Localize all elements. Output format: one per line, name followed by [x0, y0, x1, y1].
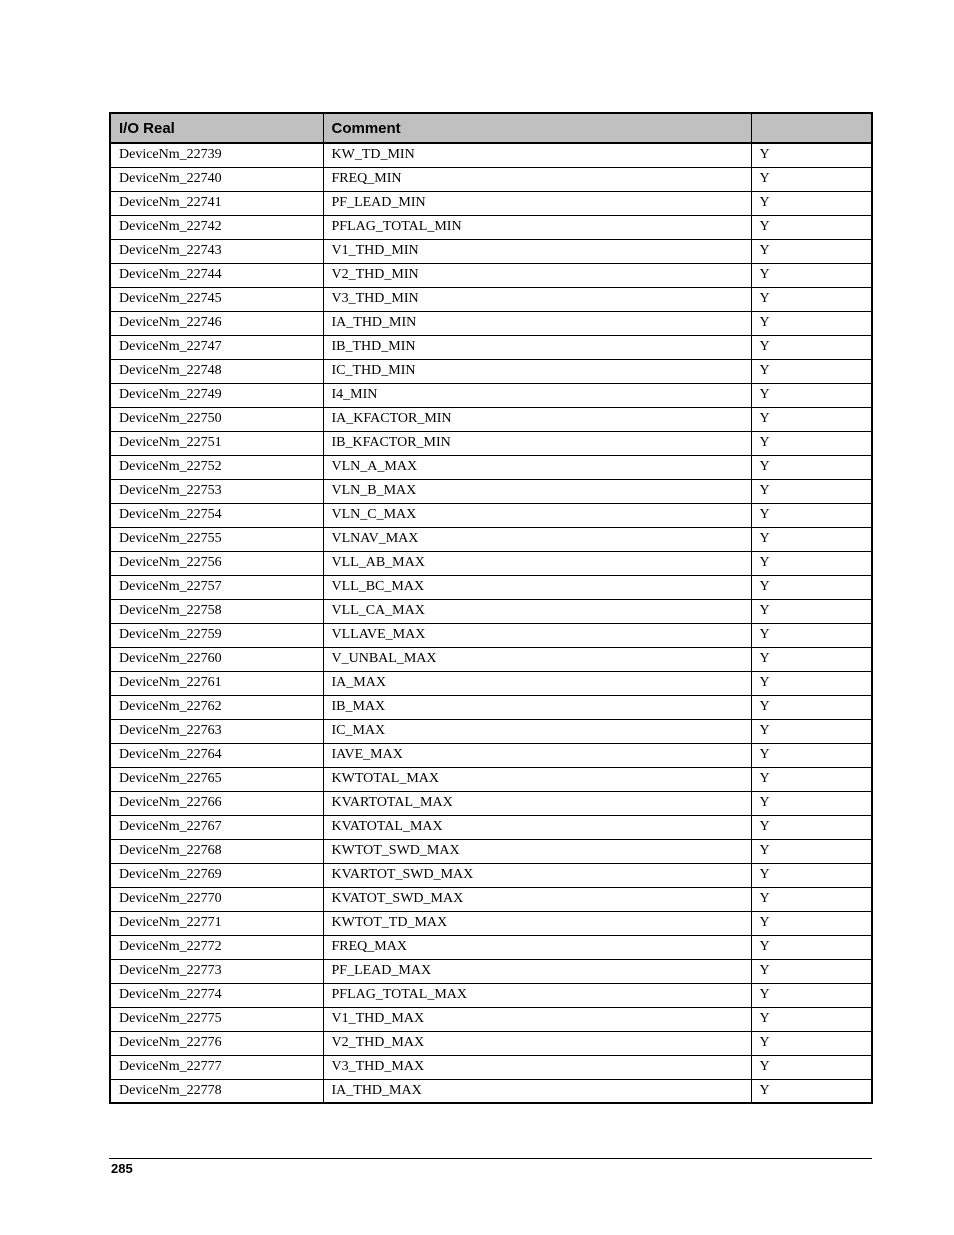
comment-cell: VLN_A_MAX: [323, 455, 751, 479]
device-name-cell: DeviceNm_22740: [110, 167, 323, 191]
flag-cell: Y: [751, 863, 872, 887]
table-row: [110, 983, 872, 1007]
comment-cell: KWTOTAL_MAX: [323, 767, 751, 791]
table-row: [110, 431, 872, 455]
comment-cell: I4_MIN: [323, 383, 751, 407]
flag-cell: Y: [751, 551, 872, 575]
device-name-cell: DeviceNm_22759: [110, 623, 323, 647]
comment-cell: V1_THD_MAX: [323, 1007, 751, 1031]
comment-cell: V2_THD_MIN: [323, 263, 751, 287]
device-name-cell: DeviceNm_22772: [110, 935, 323, 959]
table-row: [110, 287, 872, 311]
table-row: [110, 935, 872, 959]
comment-cell: IC_MAX: [323, 719, 751, 743]
flag-cell: Y: [751, 671, 872, 695]
comment-cell: KWTOT_TD_MAX: [323, 911, 751, 935]
device-name-cell: DeviceNm_22764: [110, 743, 323, 767]
table-row: [110, 551, 872, 575]
flag-cell: Y: [751, 695, 872, 719]
device-name-cell: DeviceNm_22744: [110, 263, 323, 287]
comment-cell: VLLAVE_MAX: [323, 623, 751, 647]
flag-cell: Y: [751, 623, 872, 647]
table-row: [110, 167, 872, 191]
table-row: [110, 839, 872, 863]
comment-cell: IB_KFACTOR_MIN: [323, 431, 751, 455]
table-header-row: [110, 113, 872, 143]
flag-cell: Y: [751, 1031, 872, 1055]
comment-cell: IAVE_MAX: [323, 743, 751, 767]
table-row: [110, 407, 872, 431]
flag-cell: Y: [751, 767, 872, 791]
device-name-cell: DeviceNm_22756: [110, 551, 323, 575]
table-row: [110, 815, 872, 839]
comment-cell: KW_TD_MIN: [323, 143, 751, 167]
comment-cell: FREQ_MIN: [323, 167, 751, 191]
comment-cell: V2_THD_MAX: [323, 1031, 751, 1055]
comment-cell: FREQ_MAX: [323, 935, 751, 959]
table-row: [110, 1079, 872, 1103]
comment-cell: IA_KFACTOR_MIN: [323, 407, 751, 431]
table-row: [110, 623, 872, 647]
flag-cell: Y: [751, 383, 872, 407]
flag-cell: Y: [751, 455, 872, 479]
comment-cell: IC_THD_MIN: [323, 359, 751, 383]
column-header-io-real: I/O Real: [110, 113, 323, 143]
table-row: [110, 743, 872, 767]
table-row: [110, 959, 872, 983]
table-row: [110, 503, 872, 527]
device-name-cell: DeviceNm_22774: [110, 983, 323, 1007]
device-name-cell: DeviceNm_22752: [110, 455, 323, 479]
table-row: [110, 143, 872, 167]
flag-cell: Y: [751, 887, 872, 911]
device-name-cell: DeviceNm_22753: [110, 479, 323, 503]
device-name-cell: DeviceNm_22754: [110, 503, 323, 527]
table-row: [110, 911, 872, 935]
device-name-cell: DeviceNm_22770: [110, 887, 323, 911]
flag-cell: Y: [751, 335, 872, 359]
column-header-comment: Comment: [323, 113, 751, 143]
comment-cell: KVARTOTAL_MAX: [323, 791, 751, 815]
table-row: [110, 383, 872, 407]
flag-cell: Y: [751, 647, 872, 671]
device-name-cell: DeviceNm_22771: [110, 911, 323, 935]
device-name-cell: DeviceNm_22758: [110, 599, 323, 623]
device-name-cell: DeviceNm_22777: [110, 1055, 323, 1079]
comment-cell: IA_THD_MIN: [323, 311, 751, 335]
flag-cell: Y: [751, 215, 872, 239]
table-row: [110, 455, 872, 479]
device-name-cell: DeviceNm_22751: [110, 431, 323, 455]
comment-cell: VLNAV_MAX: [323, 527, 751, 551]
table-row: [110, 719, 872, 743]
table-row: [110, 1007, 872, 1031]
flag-cell: Y: [751, 983, 872, 1007]
flag-cell: Y: [751, 479, 872, 503]
flag-cell: Y: [751, 359, 872, 383]
comment-cell: V3_THD_MAX: [323, 1055, 751, 1079]
flag-cell: Y: [751, 191, 872, 215]
flag-cell: Y: [751, 527, 872, 551]
io-real-table: [109, 112, 873, 1104]
device-name-cell: DeviceNm_22746: [110, 311, 323, 335]
flag-cell: Y: [751, 311, 872, 335]
comment-cell: VLL_AB_MAX: [323, 551, 751, 575]
device-name-cell: DeviceNm_22773: [110, 959, 323, 983]
comment-cell: VLN_B_MAX: [323, 479, 751, 503]
flag-cell: Y: [751, 911, 872, 935]
flag-cell: Y: [751, 431, 872, 455]
table-row: [110, 311, 872, 335]
flag-cell: Y: [751, 503, 872, 527]
table-row: [110, 695, 872, 719]
device-name-cell: DeviceNm_22747: [110, 335, 323, 359]
comment-cell: VLL_BC_MAX: [323, 575, 751, 599]
flag-cell: Y: [751, 263, 872, 287]
flag-cell: Y: [751, 239, 872, 263]
device-name-cell: DeviceNm_22750: [110, 407, 323, 431]
device-name-cell: DeviceNm_22765: [110, 767, 323, 791]
flag-cell: Y: [751, 1055, 872, 1079]
device-name-cell: DeviceNm_22741: [110, 191, 323, 215]
device-name-cell: DeviceNm_22762: [110, 695, 323, 719]
comment-cell: V1_THD_MIN: [323, 239, 751, 263]
comment-cell: PF_LEAD_MAX: [323, 959, 751, 983]
comment-cell: KVATOTAL_MAX: [323, 815, 751, 839]
device-name-cell: DeviceNm_22748: [110, 359, 323, 383]
device-name-cell: DeviceNm_22766: [110, 791, 323, 815]
flag-cell: Y: [751, 599, 872, 623]
table-row: [110, 191, 872, 215]
table-row: [110, 671, 872, 695]
flag-cell: Y: [751, 839, 872, 863]
table-row: [110, 1055, 872, 1079]
flag-cell: Y: [751, 719, 872, 743]
flag-cell: Y: [751, 959, 872, 983]
table-row: [110, 767, 872, 791]
device-name-cell: DeviceNm_22749: [110, 383, 323, 407]
table-row: [110, 887, 872, 911]
table-row: [110, 575, 872, 599]
comment-cell: PFLAG_TOTAL_MAX: [323, 983, 751, 1007]
comment-cell: IA_MAX: [323, 671, 751, 695]
table-row: [110, 335, 872, 359]
device-name-cell: DeviceNm_22745: [110, 287, 323, 311]
device-name-cell: DeviceNm_22742: [110, 215, 323, 239]
device-name-cell: DeviceNm_22739: [110, 143, 323, 167]
device-name-cell: DeviceNm_22763: [110, 719, 323, 743]
comment-cell: V_UNBAL_MAX: [323, 647, 751, 671]
comment-cell: IB_MAX: [323, 695, 751, 719]
device-name-cell: DeviceNm_22775: [110, 1007, 323, 1031]
table-row: [110, 791, 872, 815]
comment-cell: VLL_CA_MAX: [323, 599, 751, 623]
flag-cell: Y: [751, 791, 872, 815]
flag-cell: Y: [751, 815, 872, 839]
device-name-cell: DeviceNm_22776: [110, 1031, 323, 1055]
comment-cell: KWTOT_SWD_MAX: [323, 839, 751, 863]
flag-cell: Y: [751, 1007, 872, 1031]
device-name-cell: DeviceNm_22760: [110, 647, 323, 671]
table-row: [110, 527, 872, 551]
device-name-cell: DeviceNm_22768: [110, 839, 323, 863]
flag-cell: Y: [751, 143, 872, 167]
comment-cell: IB_THD_MIN: [323, 335, 751, 359]
table-body: [110, 143, 872, 1103]
device-name-cell: DeviceNm_22761: [110, 671, 323, 695]
flag-cell: Y: [751, 743, 872, 767]
column-header-flag: [751, 113, 872, 143]
device-name-cell: DeviceNm_22778: [110, 1079, 323, 1103]
comment-cell: PF_LEAD_MIN: [323, 191, 751, 215]
table-row: [110, 359, 872, 383]
device-name-cell: DeviceNm_22767: [110, 815, 323, 839]
table-row: [110, 263, 872, 287]
flag-cell: Y: [751, 407, 872, 431]
table-row: [110, 479, 872, 503]
table-row: [110, 647, 872, 671]
flag-cell: Y: [751, 287, 872, 311]
comment-cell: V3_THD_MIN: [323, 287, 751, 311]
flag-cell: Y: [751, 935, 872, 959]
table-row: [110, 1031, 872, 1055]
footer-divider: [109, 1158, 872, 1159]
device-name-cell: DeviceNm_22757: [110, 575, 323, 599]
comment-cell: VLN_C_MAX: [323, 503, 751, 527]
page-number: 285: [111, 1161, 133, 1176]
device-name-cell: DeviceNm_22769: [110, 863, 323, 887]
table-row: [110, 599, 872, 623]
flag-cell: Y: [751, 167, 872, 191]
device-name-cell: DeviceNm_22743: [110, 239, 323, 263]
flag-cell: Y: [751, 575, 872, 599]
table-row: [110, 215, 872, 239]
device-name-cell: DeviceNm_22755: [110, 527, 323, 551]
comment-cell: KVATOT_SWD_MAX: [323, 887, 751, 911]
comment-cell: KVARTOT_SWD_MAX: [323, 863, 751, 887]
comment-cell: IA_THD_MAX: [323, 1079, 751, 1103]
comment-cell: PFLAG_TOTAL_MIN: [323, 215, 751, 239]
flag-cell: Y: [751, 1079, 872, 1103]
table-row: [110, 863, 872, 887]
table-row: [110, 239, 872, 263]
